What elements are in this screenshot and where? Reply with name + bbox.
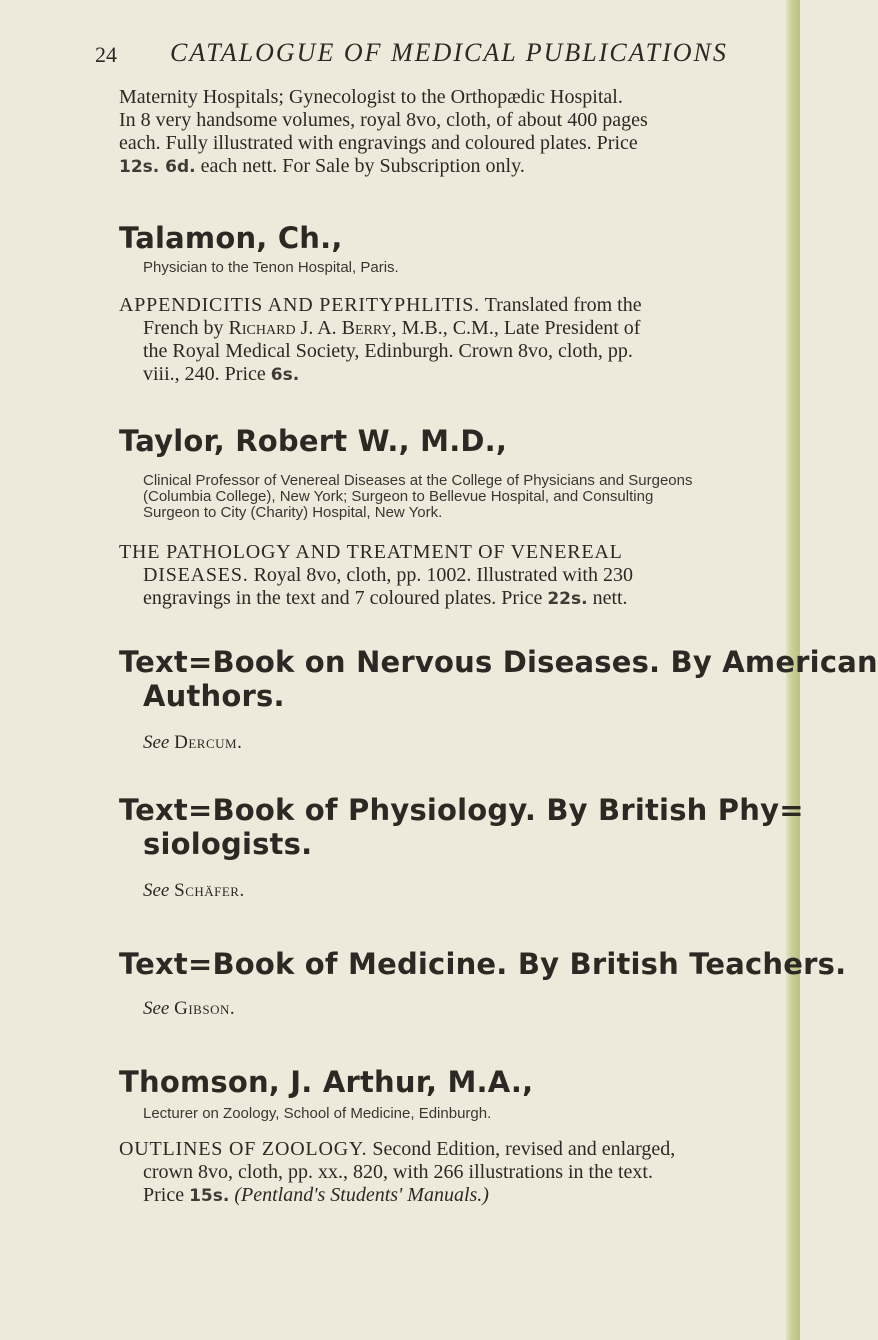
section-heading-medicine: Text=Book of Medicine. By British Teachers.: [119, 947, 847, 981]
intro-line: each. Fully illustrated with engravings and coloured plates. Price: [119, 132, 638, 154]
author-affiliation: Clinical Professor of Venereal Diseases at the College of Physicians and Surgeons (Columbia College), New York; Surgeon to Bellevue Hospital, and Consulting Surgeon to City (Charity) Hospital, New York.: [143, 472, 693, 521]
cross-reference: See Gibson.: [143, 998, 236, 1019]
author-affiliation: Lecturer on Zoology, School of Medicine, Edinburgh.: [143, 1105, 492, 1122]
book-title: OUTLINES OF ZOOLOGY.: [119, 1138, 368, 1160]
section-heading-nervous-cont: Authors.: [143, 679, 285, 713]
section-heading-physiology: Text=Book of Physiology. By British Phy=: [119, 793, 804, 827]
series-name: (Pentland's Students' Manuals.): [234, 1184, 489, 1206]
intro-line: Maternity Hospitals; Gynecologist to the Orthopædic Hospital.: [119, 86, 623, 108]
author-heading-talamon: Talamon, Ch.,: [119, 221, 343, 255]
author-heading-thomson: Thomson, J. Arthur, M.A.,: [119, 1065, 534, 1099]
intro-paragraph: [119, 86, 769, 179]
author-affiliation: Physician to the Tenon Hospital, Paris.: [143, 259, 399, 276]
section-heading-physiology-cont: siologists.: [143, 827, 313, 861]
intro-line: 12s. 6d. each nett. For Sale by Subscription only.: [119, 155, 525, 177]
page-number: 24: [95, 42, 117, 67]
author-heading-taylor: Taylor, Robert W., M.D.,: [119, 424, 508, 458]
book-title: APPENDICITIS AND PERITYPHLITIS.: [119, 294, 480, 316]
book-entry-talamon: APPENDICITIS AND PERITYPHLITIS. Translated from the French by Richard J. A. Berry, M.B., C.M., Late President of the Royal Medical Society, Edinburgh. Crown 8vo, cloth, pp. viii., 240. Price 6s.: [119, 294, 642, 385]
cross-reference: See Dercum.: [143, 732, 243, 753]
cross-reference: See Schäfer.: [143, 880, 245, 901]
book-price: 6s.: [270, 365, 300, 385]
section-heading-nervous: Text=Book on Nervous Diseases. By American: [119, 645, 878, 679]
book-price: 15s.: [189, 1186, 230, 1206]
translator-name: Richard J. A. Berry: [228, 317, 392, 339]
book-price: 22s.: [547, 589, 588, 609]
book-entry-thomson: OUTLINES OF ZOOLOGY. Second Edition, revised and enlarged, crown 8vo, cloth, pp. xx., 820, with 266 illustrations in the text. Price 15s. (Pentland's Students' Manuals.): [119, 1138, 676, 1206]
book-title: THE PATHOLOGY AND TREATMENT OF VENEREAL: [119, 541, 623, 563]
intro-price: 12s. 6d.: [119, 157, 196, 177]
intro-line: In 8 very handsome volumes, royal 8vo, cloth, of about 400 pages: [119, 109, 648, 131]
running-title: CATALOGUE OF MEDICAL PUBLICATIONS: [170, 38, 728, 67]
book-entry-taylor: THE PATHOLOGY AND TREATMENT OF VENEREAL DISEASES. Royal 8vo, cloth, pp. 1002. Illustrated with 230 engravings in the text and 7 coloured plates. Price 22s. nett.: [119, 541, 769, 611]
